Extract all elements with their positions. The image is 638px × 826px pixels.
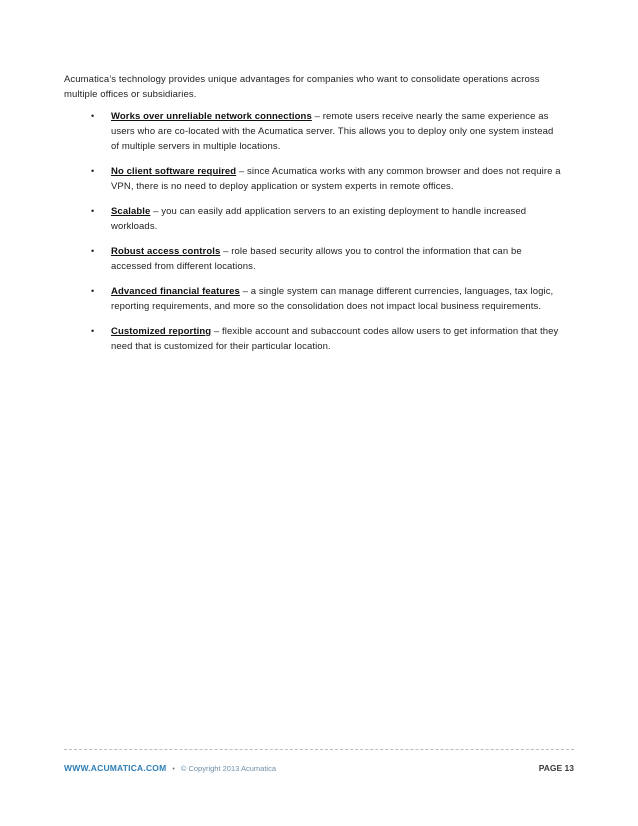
website-link[interactable]: WWW.ACUMATICA.COM [64,763,167,773]
list-item [64,324,564,354]
list-item-term: No client software required [111,166,237,177]
list-item-text: – you can easily add application servers to an existing deployment to handle increased workloads. [111,206,527,232]
page-body [64,72,564,364]
list-item [64,164,564,194]
list-item-text: – role based security allows you to control the information that can be accessed from different locations. [111,246,522,272]
list-item-text: – a single system can manage different currencies, languages, tax logic, reporting requirements, and more so the consolidation does not impact local business requirements. [111,286,554,312]
footer-divider [64,749,574,750]
list-item [64,244,564,274]
bullet-icon: • [91,326,95,336]
list-item-term: Customized reporting [111,326,212,337]
list-item-text: – since Acumatica works with any common browser and does not require a VPN, there is no need to deploy application or system experts in remote offices. [111,166,561,192]
bullet-icon: • [91,111,95,121]
list-item-term: Robust access controls [111,246,221,257]
list-item [64,284,564,314]
advantages-list [64,109,564,354]
list-item [64,109,564,154]
bullet-icon: • [91,206,95,216]
list-item-text: – flexible account and subaccount codes allow users to get information that they need that is customized for their particular location. [111,326,559,352]
list-item-text: – remote users receive nearly the same experience as users who are co-located with the Acumatica server. This allows you to deploy only one system instead of multiple servers in multiple locations. [111,111,554,152]
bullet-icon: • [91,246,95,256]
list-item-term: Works over unreliable network connections [111,111,312,122]
bullet-icon: • [91,286,95,296]
copyright-text: © Copyright 2013 Acumatica [180,764,277,773]
page-footer [64,761,574,775]
footer-separator: • [172,766,175,773]
list-item [64,204,564,234]
list-item-term: Scalable [111,206,151,217]
list-item-term: Advanced financial features [111,286,240,297]
bullet-icon: • [91,166,95,176]
intro-paragraph: Acumatica’s technology provides unique advantages for companies who want to consolidate operations across multiple offices or subsidiaries. [64,74,540,100]
page-number: PAGE 13 [538,763,574,773]
